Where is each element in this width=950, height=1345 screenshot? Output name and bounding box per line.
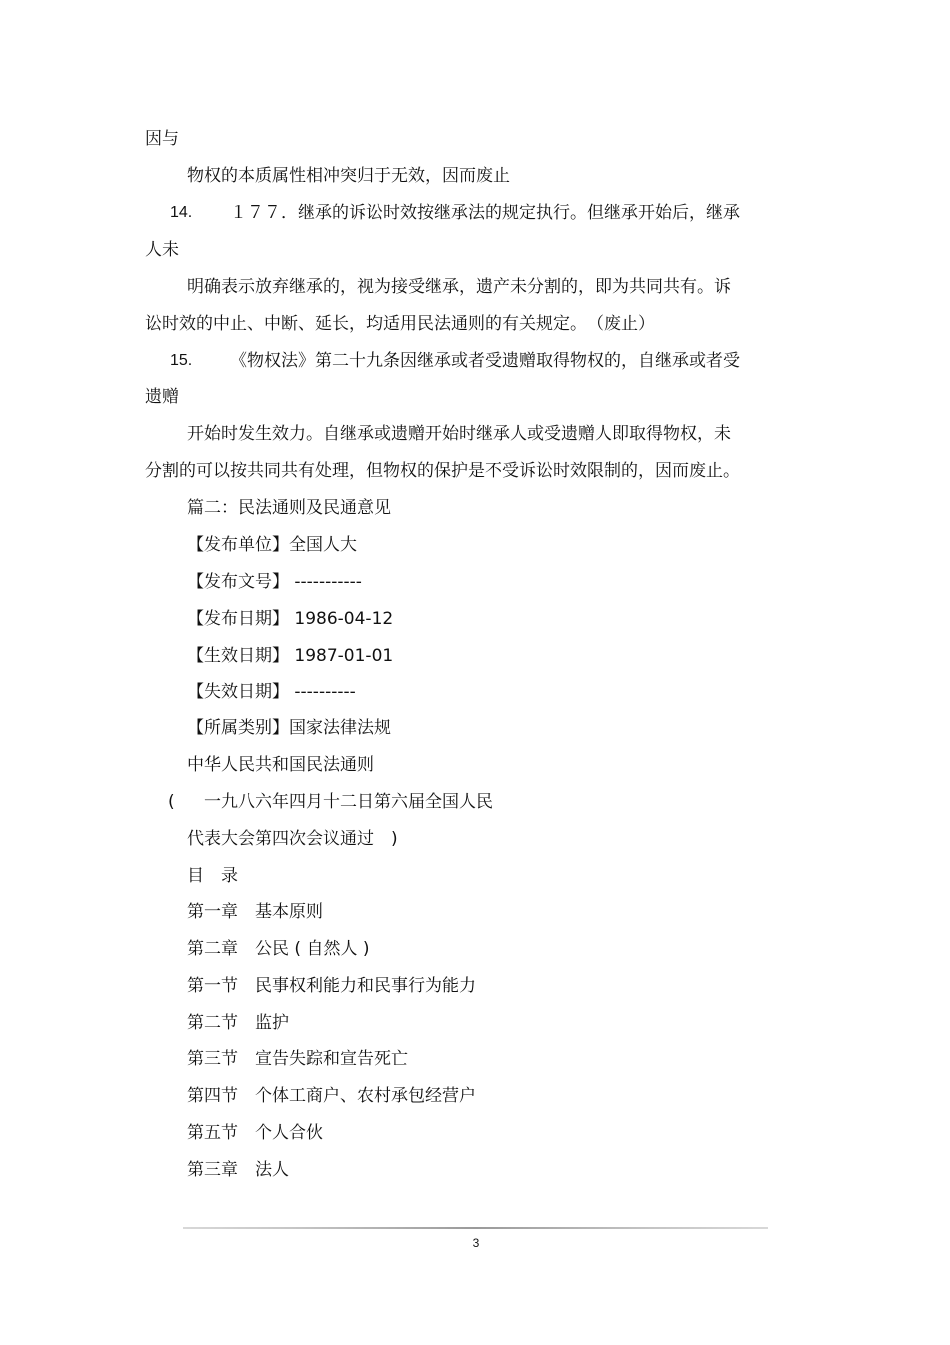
toc-item: 第一节 民事权利能力和民事行为能力 xyxy=(187,976,476,996)
meta-expiry-date: 【失效日期】 ---------- xyxy=(187,682,356,702)
text-line: 明确表示放弃继承的，视为接受继承，遗产未分割的，即为共同共有。诉 xyxy=(187,277,731,297)
section-heading: 篇二：民法通则及民通意见 xyxy=(187,498,391,518)
toc-item: 第三章 法人 xyxy=(187,1160,289,1180)
toc-item: 第四节 个体工商户、农村承包经营户 xyxy=(187,1086,476,1106)
text-line: 因与 xyxy=(145,129,179,149)
text-line: 物权的本质属性相冲突归于无效，因而废止 xyxy=(187,166,510,186)
meta-publish-date: 【发布日期】 1986-04-12 xyxy=(187,609,394,629)
text-line: 代表大会第四次会议通过 ) xyxy=(187,829,398,849)
toc-item: 第二章 公民 ( 自然人 ) xyxy=(187,939,370,959)
footer-divider xyxy=(183,1227,768,1229)
toc-item: 第二节 监护 xyxy=(187,1013,289,1033)
text-line: 分割的可以按共同共有处理，但物权的保护是不受诉讼时效限制的，因而废止。 xyxy=(145,461,740,481)
meta-doc-number: 【发布文号】 ----------- xyxy=(187,572,362,592)
meta-publisher: 【发布单位】全国人大 xyxy=(187,535,357,555)
text-line: 讼时效的中止、中断、延长，均适用民法通则的有关规定。 （废止） xyxy=(145,314,655,334)
text-line: 《物权法》第二十九条因继承或者受遗赠取得物权的，自继承或者受 xyxy=(230,351,740,371)
toc-item: 第三节 宣告失踪和宣告死亡 xyxy=(187,1049,408,1069)
toc-item: 第五节 个人合伙 xyxy=(187,1123,323,1143)
item-number: 15. xyxy=(170,352,193,369)
text-line: 一九八六年四月十二日第六届全国人民 xyxy=(204,792,493,812)
text-line: 人未 xyxy=(145,240,179,260)
text-line: 开始时发生效力。自继承或遗赠开始时继承人或受遗赠人即取得物权，未 xyxy=(187,424,731,444)
item-number: 14. xyxy=(170,204,193,221)
toc-item: 第一章 基本原则 xyxy=(187,902,323,922)
text-line: 遗赠 xyxy=(145,387,179,407)
open-paren: ( xyxy=(168,792,175,812)
text-line: １７７．继承的诉讼时效按继承法的规定执行。但继承开始后，继承 xyxy=(230,203,740,223)
law-title: 中华人民共和国民法通则 xyxy=(187,755,374,775)
meta-effective-date: 【生效日期】 1987-01-01 xyxy=(187,646,394,666)
page-number: 3 xyxy=(472,1236,480,1250)
meta-category: 【所属类别】国家法律法规 xyxy=(187,718,391,738)
toc-heading: 目 录 xyxy=(187,866,238,886)
